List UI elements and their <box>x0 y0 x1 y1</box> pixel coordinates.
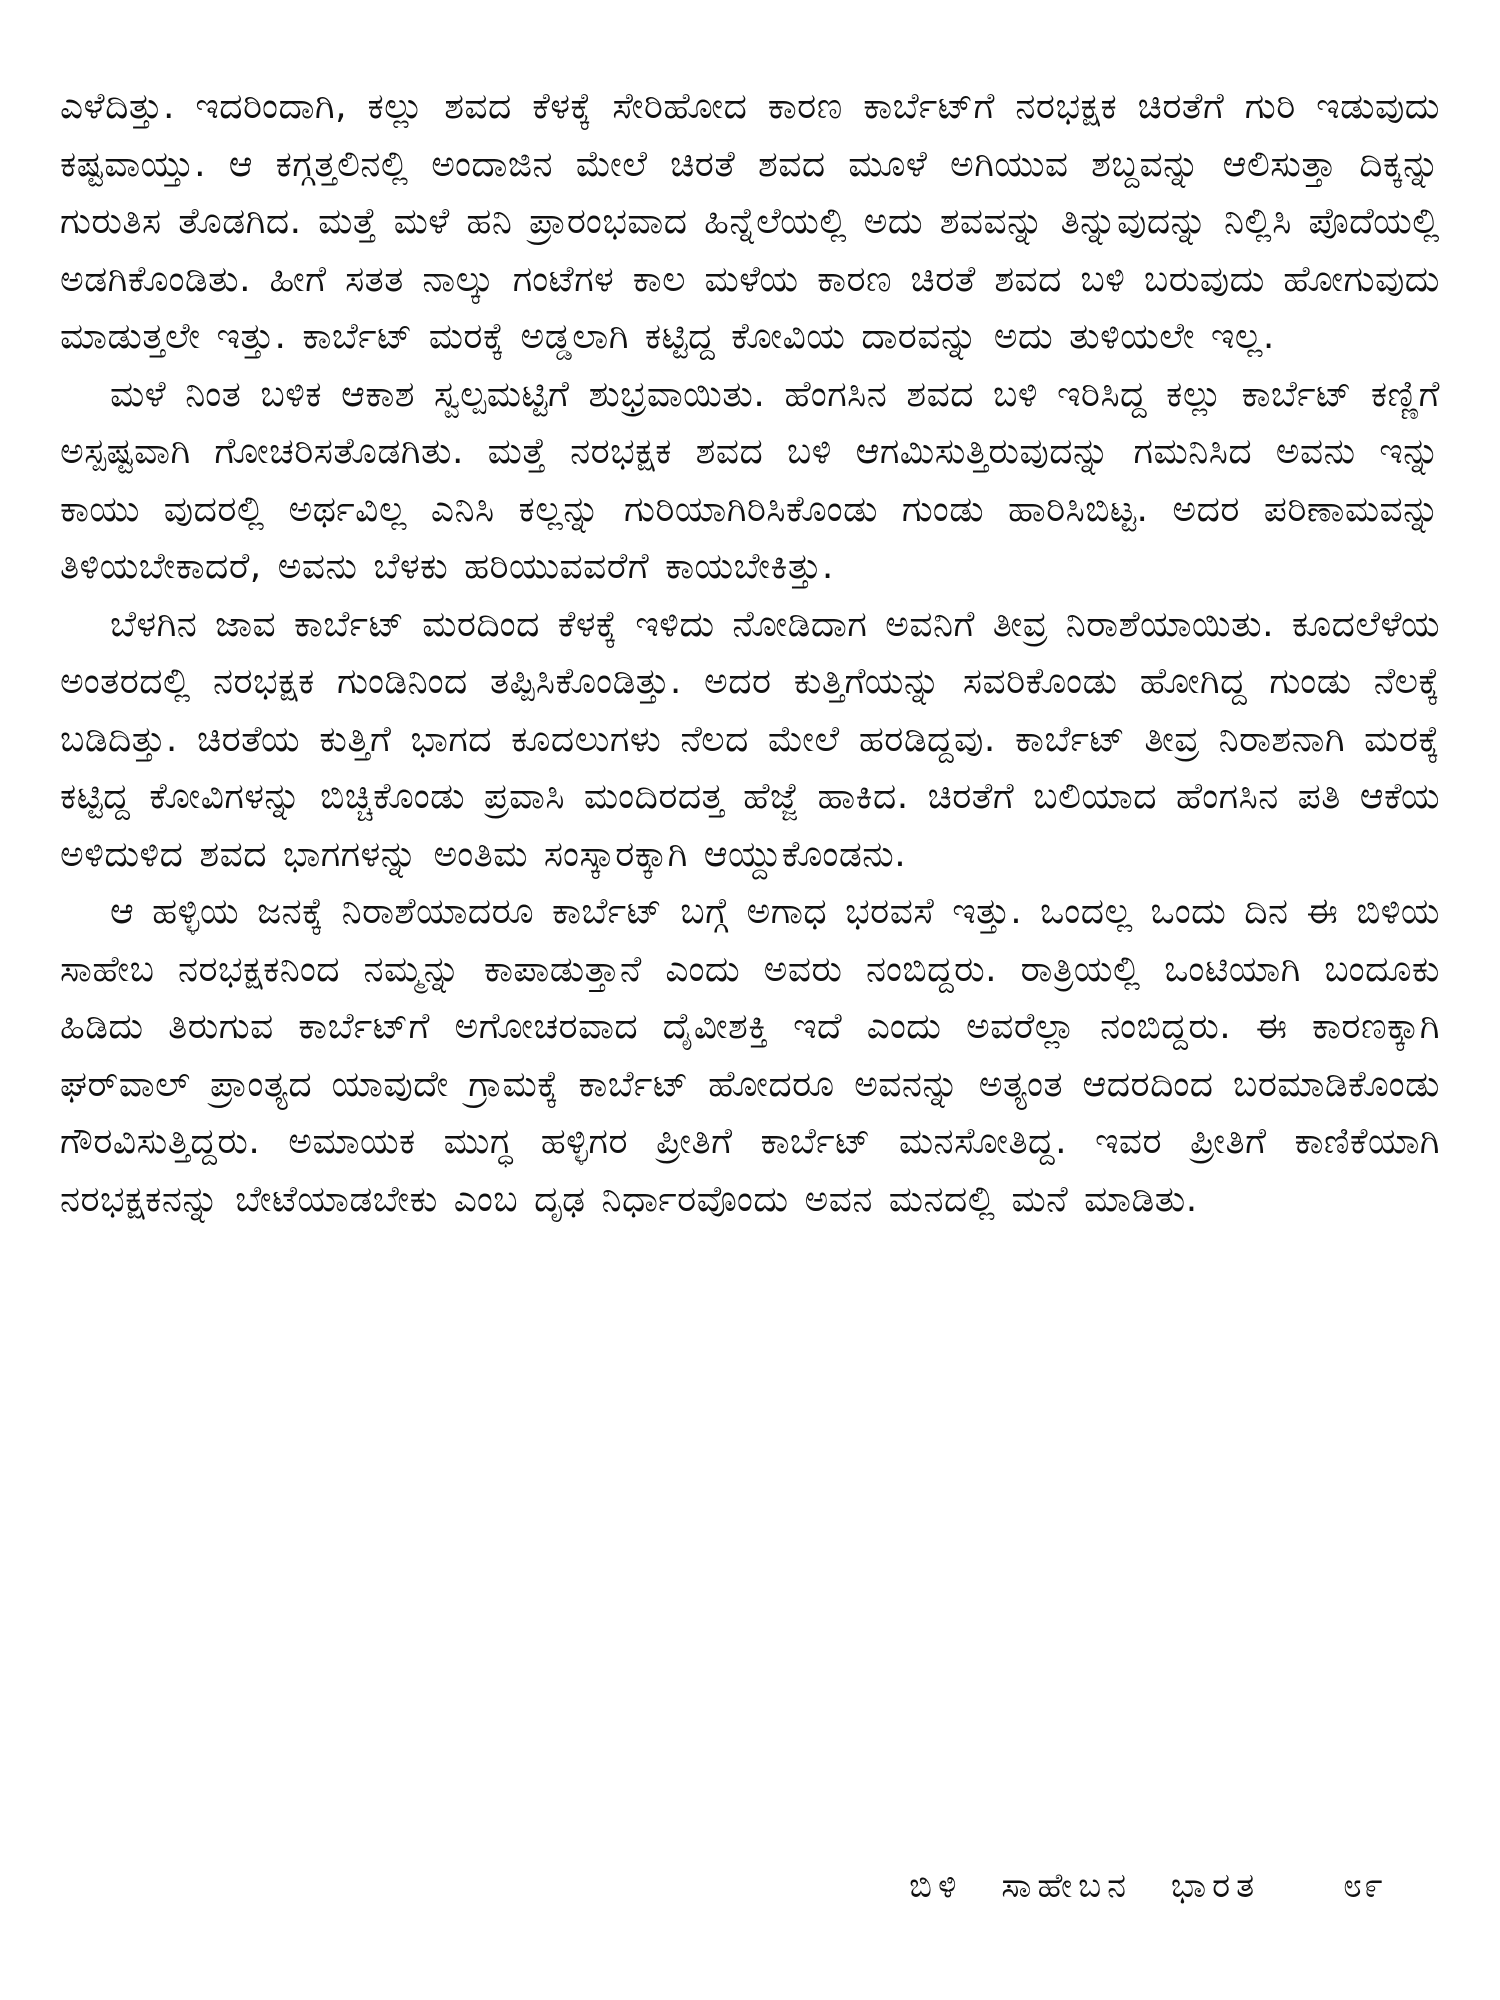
paragraph-1: ಎಳೆದಿತ್ತು. ಇದರಿಂದಾಗಿ, ಕಲ್ಲು ಶವದ ಕೆಳಕ್ಕೆ ಸೇರಿಹೋದ ಕಾರಣ ಕಾರ್ಬೆಟ್‌ಗೆ ನರಭಕ್ಷಕ ಚಿರತೆಗೆ ಗುರಿ ಇಡುವುದು ಕಷ್ಟವಾಯ್ತು. ಆ ಕಗ್ಗತ್ತಲಿನಲ್ಲಿ ಅಂದಾಜಿನ ಮೇಲೆ ಚಿರತೆ ಶವದ ಮೂಳೆ ಅಗಿಯುವ ಶಬ್ದವನ್ನು ಆಲಿಸುತ್ತಾ ದಿಕ್ಕನ್ನು ಗುರುತಿಸ ತೊಡಗಿದ. ಮತ್ತೆ ಮಳೆ ಹನಿ ಪ್ರಾರಂಭವಾದ ಹಿನ್ನೆಲೆಯಲ್ಲಿ ಅದು ಶವವನ್ನು ತಿನ್ನುವುದನ್ನು ನಿಲ್ಲಿಸಿ ಪೊದೆಯಲ್ಲಿ ಅಡಗಿಕೊಂಡಿತು. ಹೀಗೆ ಸತತ ನಾಲ್ಕು ಗಂಟೆಗಳ ಕಾಲ ಮಳೆಯ ಕಾರಣ ಚಿರತೆ ಶವದ ಬಳಿ ಬರುವುದು ಹೋಗುವುದು ಮಾಡುತ್ತಲೇ ಇತ್ತು. ಕಾರ್ಬೆಟ್ ಮರಕ್ಕೆ ಅಡ್ಡಲಾಗಿ ಕಟ್ಟಿದ್ದ ಕೋವಿಯ ದಾರವನ್ನು ಅದು ತುಳಿಯಲೇ ಇಲ್ಲ. <box>60 86 1440 357</box>
paragraph-3: ಬೆಳಗಿನ ಜಾವ ಕಾರ್ಬೆಟ್ ಮರದಿಂದ ಕೆಳಕ್ಕೆ ಇಳಿದು ನೋಡಿದಾಗ ಅವನಿಗೆ ತೀವ್ರ ನಿರಾಶೆಯಾಯಿತು. ಕೂದಲೆಳೆಯ ಅಂತರದಲ್ಲಿ ನರಭಕ್ಷಕ ಗುಂಡಿನಿಂದ ತಪ್ಪಿಸಿಕೊಂಡಿತ್ತು. ಅದರ ಕುತ್ತಿಗೆಯನ್ನು ಸವರಿಕೊಂಡು ಹೋಗಿದ್ದ ಗುಂಡು ನೆಲಕ್ಕೆ ಬಡಿದಿತ್ತು. ಚಿರತೆಯ ಕುತ್ತಿಗೆ ಭಾಗದ ಕೂದಲುಗಳು ನೆಲದ ಮೇಲೆ ಹರಡಿದ್ದವು. ಕಾರ್ಬೆಟ್ ತೀವ್ರ ನಿರಾಶನಾಗಿ ಮರಕ್ಕೆ ಕಟ್ಟಿದ್ದ ಕೋವಿಗಳನ್ನು ಬಿಚ್ಚಿಕೊಂಡು ಪ್ರವಾಸಿ ಮಂದಿರದತ್ತ ಹೆಜ್ಜೆ ಹಾಕಿದ. ಚಿರತೆಗೆ ಬಲಿಯಾದ ಹೆಂಗಸಿನ ಪತಿ ಆಕೆಯ ಅಳಿದುಳಿದ ಶವದ ಭಾಗಗಳನ್ನು ಅಂತಿಮ ಸಂಸ್ಕಾರಕ್ಕಾಗಿ ಆಯ್ದುಕೊಂಡನು. <box>60 603 1440 875</box>
book-title: ಬಿಳಿ ಸಾಹೇಬನ ಭಾರತ <box>909 1866 1261 1906</box>
body-text <box>60 78 1440 1228</box>
paragraph-4: ಆ ಹಳ್ಳಿಯ ಜನಕ್ಕೆ ನಿರಾಶೆಯಾದರೂ ಕಾರ್ಬೆಟ್ ಬಗ್ಗೆ ಅಗಾಧ ಭರವಸೆ ಇತ್ತು. ಒಂದಲ್ಲ ಒಂದು ದಿನ ಈ ಬಿಳಿಯ ಸಾಹೇಬ ನರಭಕ್ಷಕನಿಂದ ನಮ್ಮನ್ನು ಕಾಪಾಡುತ್ತಾನೆ ಎಂದು ಅವರು ನಂಬಿದ್ದರು. ರಾತ್ರಿಯಲ್ಲಿ ಒಂಟಿಯಾಗಿ ಬಂದೂಕು ಹಿಡಿದು ತಿರುಗುವ ಕಾರ್ಬೆಟ್‌ಗೆ ಅಗೋಚರವಾದ ದೈವೀಶಕ್ತಿ ಇದೆ ಎಂದು ಅವರೆಲ್ಲಾ ನಂಬಿದ್ದರು. ಈ ಕಾರಣಕ್ಕಾಗಿ ಘರ್‌ವಾಲ್ ಪ್ರಾಂತ್ಯದ ಯಾವುದೇ ಗ್ರಾಮಕ್ಕೆ ಕಾರ್ಬೆಟ್ ಹೋದರೂ ಅವನನ್ನು ಅತ್ಯಂತ ಆದರದಿಂದ ಬರಮಾಡಿಕೊಂಡು ಗೌರವಿಸುತ್ತಿದ್ದರು. ಅಮಾಯಕ ಮುಗ್ಧ ಹಳ್ಳಿಗರ ಪ್ರೀತಿಗೆ ಕಾರ್ಬೆಟ್ ಮನಸೋತಿದ್ದ. ಇವರ ಪ್ರೀತಿಗೆ ಕಾಣಿಕೆಯಾಗಿ ನರಭಕ್ಷಕನನ್ನು ಬೇಟೆಯಾಡಬೇಕು ಎಂಬ ದೃಢ ನಿರ್ಧಾರವೊಂದು ಅವನ ಮನದಲ್ಲಿ ಮನೆ ಮಾಡಿತು. <box>60 891 1440 1220</box>
paragraph-2: ಮಳೆ ನಿಂತ ಬಳಿಕ ಆಕಾಶ ಸ್ವಲ್ಪಮಟ್ಟಿಗೆ ಶುಭ್ರವಾಯಿತು. ಹೆಂಗಸಿನ ಶವದ ಬಳಿ ಇರಿಸಿದ್ದ ಕಲ್ಲು ಕಾರ್ಬೆಟ್ ಕಣ್ಣಿಗೆ ಅಸ್ಪಷ್ಟವಾಗಿ ಗೋಚರಿಸತೊಡಗಿತು. ಮತ್ತೆ ನರಭಕ್ಷಕ ಶವದ ಬಳಿ ಆಗಮಿಸುತ್ತಿರುವುದನ್ನು ಗಮನಿಸಿದ ಅವನು ಇನ್ನು ಕಾಯು ವುದರಲ್ಲಿ ಅರ್ಥವಿಲ್ಲ ಎನಿಸಿ ಕಲ್ಲನ್ನು ಗುರಿಯಾಗಿರಿಸಿಕೊಂಡು ಗುಂಡು ಹಾರಿಸಿಬಿಟ್ಟ. ಅದರ ಪರಿಣಾಮವನ್ನು ತಿಳಿಯಬೇಕಾದರೆ, ಅವನು ಬೆಳಕು ಹರಿಯುವವರೆಗೆ ಕಾಯಬೇಕಿತ್ತು. <box>60 373 1440 587</box>
page-number: ೮೯ <box>1342 1866 1385 1906</box>
page-footer <box>909 1864 1385 1908</box>
